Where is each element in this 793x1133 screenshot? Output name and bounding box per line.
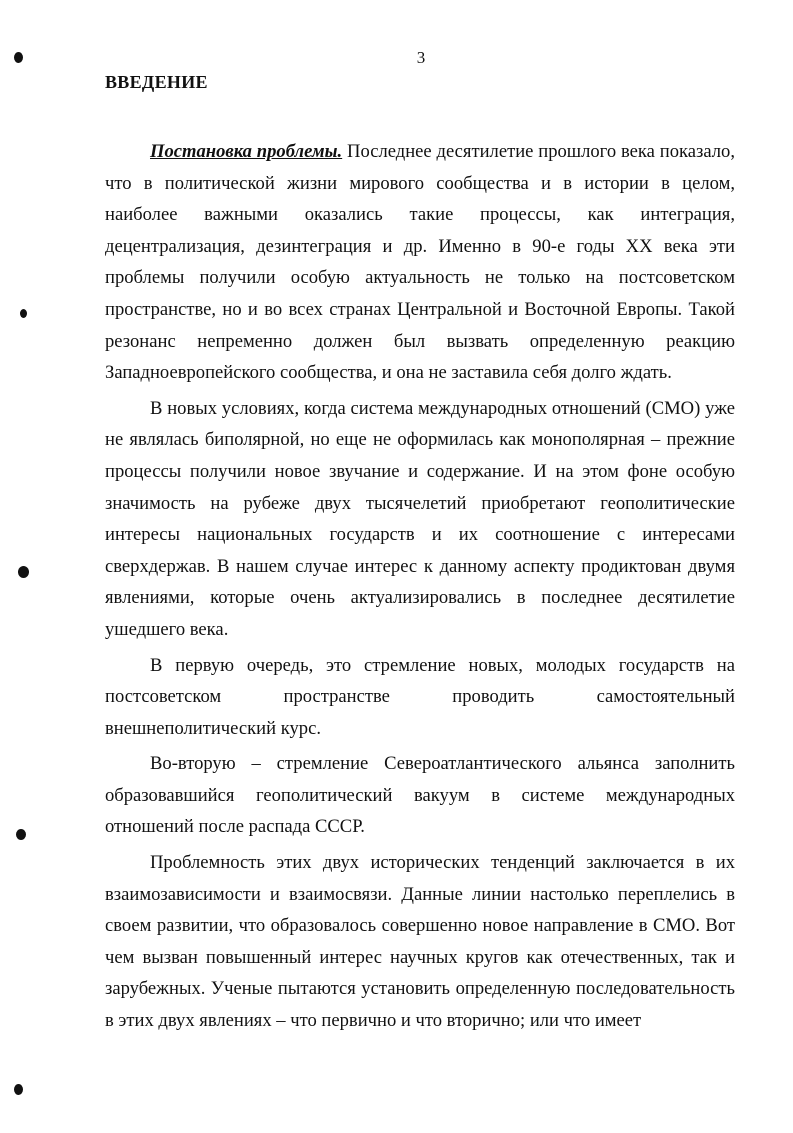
binding-hole-mark (18, 566, 29, 578)
paragraph: В первую очередь, это стремление новых, молодых государств на постсоветском пространстве проводить самостоятельный внешнеполитический курс. (105, 654, 735, 739)
binding-hole-mark (16, 829, 26, 840)
page-number: 3 (416, 48, 426, 67)
binding-hole-mark (20, 309, 27, 318)
binding-hole-mark (14, 1084, 23, 1095)
body-text (105, 136, 735, 1041)
page-title: ВВЕДЕНИЕ (105, 72, 208, 92)
paragraph: Проблемность этих двух исторических тенденций заключается в их взаимозависимости и взаимосвязи. Данные линии настолько переплелись в своем развитии, что образовалось совершенно новое направление в СМО. Вот чем вызван повышенный интерес научных кругов как отечественных, так и зарубежных. Ученые пытаются установить определенную последовательность в этих двух явлениях – что первично и что вторично; или что имеет (105, 852, 735, 1032)
binding-hole-mark (14, 52, 23, 63)
paragraph-intro (105, 136, 735, 389)
paragraph-text: Последнее десятилетие прошлого века показало, что в политической жизни мирового сообщества и в истории в целом, наиболее важными оказались такие процессы, как интеграция, децентрализация, дезинтеграция и др. Именно в 90-е годы XX века эти проблемы получили особую актуальность не только на постсоветском пространстве, но и во всех странах Центральной и Восточной Европы. Такой резонанс непременно должен был вызвать определенную реакцию Западноевропейского сообщества, и она не заставила себя долго ждать. (105, 141, 735, 384)
paragraph: Во-вторую – стремление Североатлантического альянса заполнить образовавшийся геополитический вакуум в системе международных отношений после распада СССР. (105, 753, 735, 838)
lead-term: Постановка проблемы. (150, 141, 343, 162)
paragraph: В новых условиях, когда система международных отношений (СМО) уже не являлась биполярной, но еще не оформилась как монополярная – прежние процессы получили новое звучание и содержание. И на этом фоне особую значимость на рубеже двух тысячелетий приобретают геополитические интересы национальных государств и их соотношение с интересами сверхдержав. В нашем случае интерес к данному аспекту продиктован двумя явлениями, которые очень актуализировались в последнее десятилетие ушедшего века. (105, 397, 735, 640)
